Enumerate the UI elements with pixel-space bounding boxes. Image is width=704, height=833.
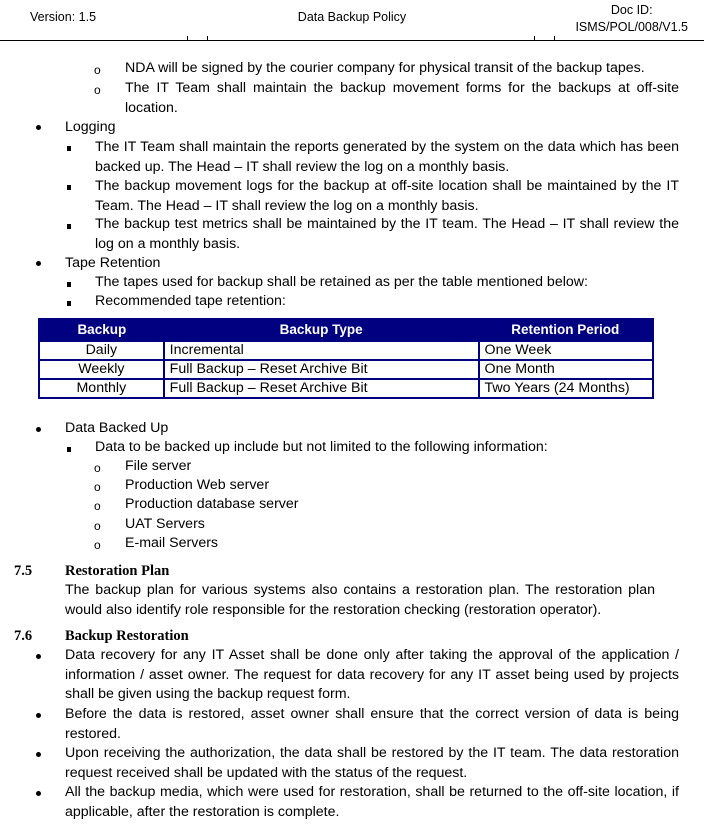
- table-cell: Daily: [39, 341, 164, 360]
- header-cell-tick: [554, 36, 555, 40]
- circle-bullet-icon: o: [94, 83, 101, 97]
- list-item: The backup movement logs for the backup at off-site location shall be maintained by the IT Team. The Head – IT shall review the log on a monthly basis.: [95, 178, 679, 214]
- square-bullet-icon: [67, 146, 71, 151]
- list-item: UAT Servers: [125, 516, 205, 532]
- table-cell: One Week: [479, 341, 653, 360]
- table-cell: Full Backup – Reset Archive Bit: [164, 379, 479, 398]
- circle-bullet-icon: o: [94, 63, 101, 77]
- list-item: The IT Team shall maintain the backup movement forms for the backups at off-site location.: [125, 80, 679, 116]
- table-cell: Weekly: [39, 360, 164, 379]
- table-row: [39, 360, 653, 379]
- list-item: Before the data is restored, asset owner shall ensure that the correct version of data is being restored.: [65, 706, 679, 742]
- section-number: 7.5: [14, 563, 33, 579]
- list-item: Recommended tape retention:: [95, 293, 286, 309]
- table-row: [39, 341, 653, 360]
- square-bullet-icon: [67, 447, 71, 452]
- list-item: NDA will be signed by the courier company for physical transit of the backup tapes.: [125, 60, 645, 76]
- list-item: File server: [125, 458, 192, 474]
- bullet-icon: [36, 752, 41, 757]
- bullet-icon: [36, 654, 41, 659]
- list-item: Data to be backed up include but not limited to the following information:: [95, 439, 548, 455]
- bullet-icon: [36, 791, 41, 796]
- list-item: E-mail Servers: [125, 535, 219, 551]
- tape-retention-heading: Tape Retention: [65, 255, 161, 271]
- list-item: All the backup media, which were used for restoration, shall be returned to the off-site location, if applicable, after the restoration is complete.: [65, 784, 679, 820]
- square-bullet-icon: [67, 282, 71, 287]
- header-cell-tick: [534, 36, 535, 40]
- column-header: Backup: [39, 319, 164, 341]
- list-item: Upon receiving the authorization, the data shall be restored by the IT team. The data restoration request received shall be updated with the status of the request.: [65, 745, 679, 781]
- list-item: Production Web server: [125, 477, 270, 493]
- table-row: [39, 379, 653, 398]
- bullet-icon: [36, 427, 41, 432]
- doc-id-label: Doc ID:: [610, 3, 653, 17]
- doc-id-block: [575, 2, 688, 36]
- list-item: Production database server: [125, 496, 299, 512]
- section-title: Restoration Plan: [65, 563, 170, 579]
- doc-id-value: ISMS/POL/008/V1.5: [575, 20, 688, 34]
- list-item: The IT Team shall maintain the reports generated by the system on the data which has been backed up. The Head – IT shall review the log on a monthly basis.: [95, 139, 679, 175]
- header-cell-tick: [187, 36, 188, 40]
- circle-bullet-icon: o: [94, 461, 101, 475]
- circle-bullet-icon: o: [94, 480, 101, 494]
- logging-heading: Logging: [65, 119, 116, 135]
- header-divider: [0, 40, 704, 41]
- table-cell: Monthly: [39, 379, 164, 398]
- circle-bullet-icon: o: [94, 499, 101, 513]
- column-header: Retention Period: [479, 319, 653, 341]
- section-body: The backup plan for various systems also contains a restoration plan. The restoration plan would also identify role responsible for the restoration checking (restoration operator).: [65, 582, 655, 618]
- data-backed-up-heading: Data Backed Up: [65, 420, 169, 436]
- list-item: Data recovery for any IT Asset shall be done only after taking the approval of the application / information / asset owner. The request for data recovery for any IT asset being used by projects shall be given using the backup request form.: [65, 647, 679, 702]
- retention-table: [38, 318, 654, 399]
- circle-bullet-icon: o: [94, 538, 101, 552]
- table-cell: Two Years (24 Months): [479, 379, 653, 398]
- section-title: Backup Restoration: [65, 628, 189, 644]
- square-bullet-icon: [67, 185, 71, 190]
- bullet-icon: [36, 261, 41, 266]
- column-header: Backup Type: [164, 319, 479, 341]
- table-header-row: [39, 319, 653, 341]
- table-cell: One Month: [479, 360, 653, 379]
- circle-bullet-icon: o: [94, 519, 101, 533]
- bullet-icon: [36, 713, 41, 718]
- document-title: Data Backup Policy: [297, 10, 407, 24]
- table-cell: Incremental: [164, 341, 479, 360]
- bullet-icon: [36, 125, 41, 130]
- list-item: The backup test metrics shall be maintained by the IT team. The Head – IT shall review the log on a monthly basis.: [95, 216, 679, 252]
- section-number: 7.6: [14, 628, 33, 644]
- version-label: Version: 1.5: [30, 10, 97, 24]
- table-cell: Full Backup – Reset Archive Bit: [164, 360, 479, 379]
- list-item: The tapes used for backup shall be retained as per the table mentioned below:: [95, 274, 588, 290]
- page-header: [0, 0, 704, 40]
- square-bullet-icon: [67, 301, 71, 306]
- square-bullet-icon: [67, 224, 71, 229]
- header-cell-tick: [207, 36, 208, 40]
